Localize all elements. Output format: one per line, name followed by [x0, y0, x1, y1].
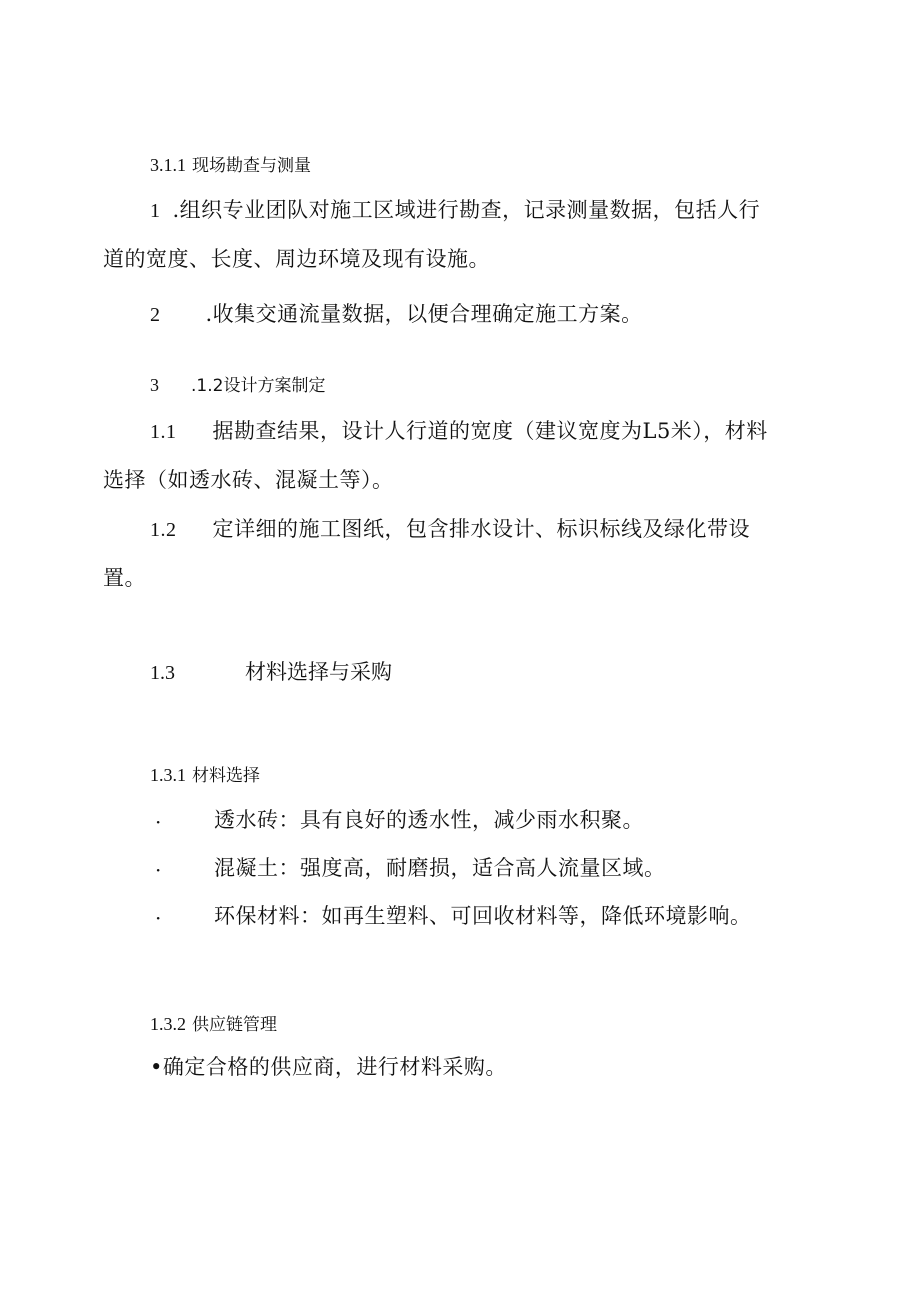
section-131-heading [150, 766, 260, 785]
paragraph-item-1-2 [150, 519, 750, 540]
section-title: 材料选择 [192, 766, 260, 786]
item-number: 1.2 [150, 519, 177, 541]
section-13-heading [150, 662, 392, 683]
item-number: 2 [150, 304, 161, 326]
section-number: 3 [150, 375, 159, 395]
paragraph-item-1 [150, 200, 760, 221]
list-item: 混凝土：强度高，耐磨损，适合高人流量区域。 [214, 856, 666, 880]
section-title: .1.2设计方案制定 [191, 376, 326, 396]
section-312-heading [150, 376, 325, 395]
paragraph-item-1-1 [150, 421, 768, 442]
item-text: .收集交通流量数据，以便合理确定施工方案。 [205, 302, 643, 326]
section-title: 供应链管理 [192, 1015, 277, 1035]
bullet-icon: · [155, 810, 162, 834]
list-item: 透水砖：具有良好的透水性，减少雨水积聚。 [214, 808, 644, 832]
bullet-icon: · [155, 906, 162, 930]
paragraph-item-1-continued: 道的宽度、长度、周边环境及现有设施。 [103, 247, 490, 271]
section-132-heading [150, 1015, 277, 1034]
section-number: 1.3 [150, 662, 175, 684]
item-text-line1: 据勘查结果，设计人行道的宽度（建议宽度为L5米），材料 [212, 419, 768, 443]
item-text-line1: .组织专业团队对施工区域进行勘查，记录测量数据，包括人行 [172, 198, 761, 222]
item-number: 1 [150, 200, 161, 222]
item-number: 1.1 [150, 421, 177, 443]
bullet-icon: · [155, 858, 162, 882]
section-number: 1.3.1 [150, 765, 186, 785]
section-311-heading [150, 156, 311, 175]
section-number: 1.3.2 [150, 1014, 186, 1034]
paragraph-item-1-1-continued: 选择（如透水砖、混凝土等）。 [103, 468, 394, 492]
section-title: 材料选择与采购 [245, 660, 392, 684]
paragraph-item-2 [150, 304, 643, 325]
item-text-line1: 定详细的施工图纸，包含排水设计、标识标线及绿化带设 [212, 517, 750, 541]
list-item: 环保材料：如再生塑料、可回收材料等，降低环境影响。 [214, 904, 752, 928]
supply-list-item: •确定合格的供应商，进行材料采购。 [150, 1055, 507, 1079]
section-title: 现场勘查与测量 [192, 156, 311, 176]
paragraph-item-1-2-continued: 置。 [103, 566, 146, 590]
section-number: 3.1.1 [150, 155, 186, 175]
